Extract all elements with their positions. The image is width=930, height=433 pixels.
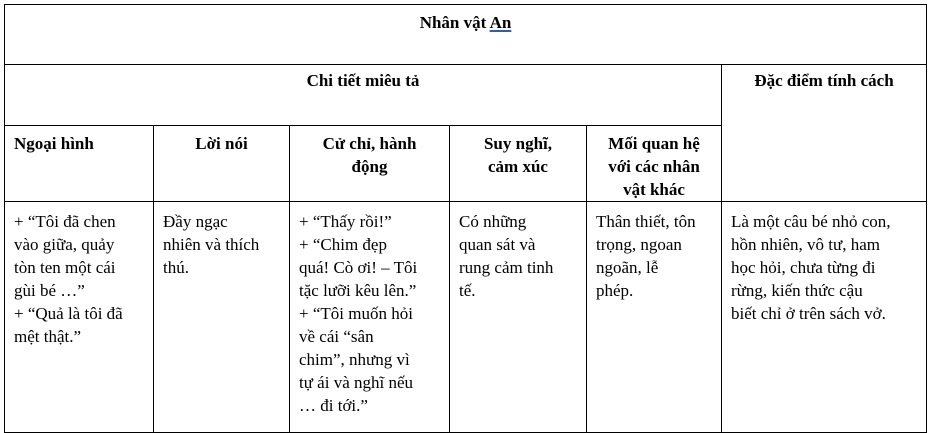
text-line: … đi tới.” <box>299 396 368 415</box>
text-line: tự ái và nghĩ nếu <box>299 373 414 392</box>
speech-cell <box>154 202 290 433</box>
text-line: ngoãn, lễ <box>596 258 659 277</box>
thoughts-header-line: Suy nghĩ, <box>483 134 553 153</box>
appearance-cell <box>5 202 154 433</box>
actions-cell <box>290 202 450 433</box>
text-line: hồn nhiên, vô tư, ham <box>731 235 880 254</box>
text-line: tế. <box>459 281 476 300</box>
text-line: chim”, nhưng vì <box>299 350 410 369</box>
text-line: Có những <box>459 212 527 231</box>
relations-cell <box>587 202 722 433</box>
group-header-row <box>5 65 927 126</box>
text-line: học hỏi, chưa từng đi <box>731 258 876 277</box>
text-line: rung cảm tinh <box>459 258 554 277</box>
text-line: Là một câu bé nhỏ con, <box>731 212 891 231</box>
text-line: + “Chim đẹp <box>299 235 387 254</box>
text-line: + “Thấy rồi!” <box>299 212 392 231</box>
thoughts-cell <box>450 202 587 433</box>
appearance-header: Ngoại hình <box>5 126 154 202</box>
relations-header-line: Mối quan hệ <box>608 134 700 153</box>
text-line: mệt thật.” <box>14 327 82 346</box>
text-line: quan sát và <box>459 235 536 254</box>
relations-header <box>587 126 722 202</box>
text-line: gùi bé …” <box>14 281 85 300</box>
content-row <box>5 202 927 433</box>
text-line: tòn ten một cái <box>14 258 116 277</box>
text-line: vào giữa, quảy <box>14 235 115 254</box>
relations-header-line: vật khác <box>623 180 685 199</box>
text-line: thú. <box>163 258 189 277</box>
text-line: rừng, kiến thức cậu <box>731 281 863 300</box>
actions-header-line: Cử chỉ, hành <box>322 134 417 153</box>
relations-header-line: với các nhân <box>608 157 700 176</box>
traits-header: Đặc điểm tính cách <box>722 65 927 202</box>
text-line: về cái “sân <box>299 327 374 346</box>
text-line: phép. <box>596 281 634 300</box>
text-line: Thân thiết, tôn <box>596 212 696 231</box>
text-line: + “Tôi đã chen <box>14 212 116 231</box>
text-line: nhiên và thích <box>163 235 260 254</box>
text-line: tặc lưỡi kêu lên.” <box>299 281 417 300</box>
text-line: + “Quả là tôi đã <box>14 304 123 323</box>
text-line: quá! Cò ơi! – Tôi <box>299 258 418 277</box>
character-table <box>4 4 927 433</box>
title-row <box>5 5 927 65</box>
character-name: An <box>489 13 512 32</box>
character-table-sheet <box>4 4 926 421</box>
traits-cell <box>722 202 927 433</box>
text-line: trọng, ngoan <box>596 235 682 254</box>
thoughts-header <box>450 126 587 202</box>
text-line: + “Tôi muốn hỏi <box>299 304 413 323</box>
actions-header-line: động <box>351 157 388 176</box>
text-line: biết chỉ ở trên sách vở. <box>731 304 886 323</box>
title-prefix: Nhân vật <box>419 13 490 32</box>
text-line: Đầy ngạc <box>163 212 228 231</box>
speech-header: Lời nói <box>154 126 290 202</box>
actions-header <box>290 126 450 202</box>
details-group-header: Chi tiết miêu tả <box>5 65 722 126</box>
table-title <box>5 5 927 65</box>
thoughts-header-line: cảm xúc <box>488 157 548 176</box>
